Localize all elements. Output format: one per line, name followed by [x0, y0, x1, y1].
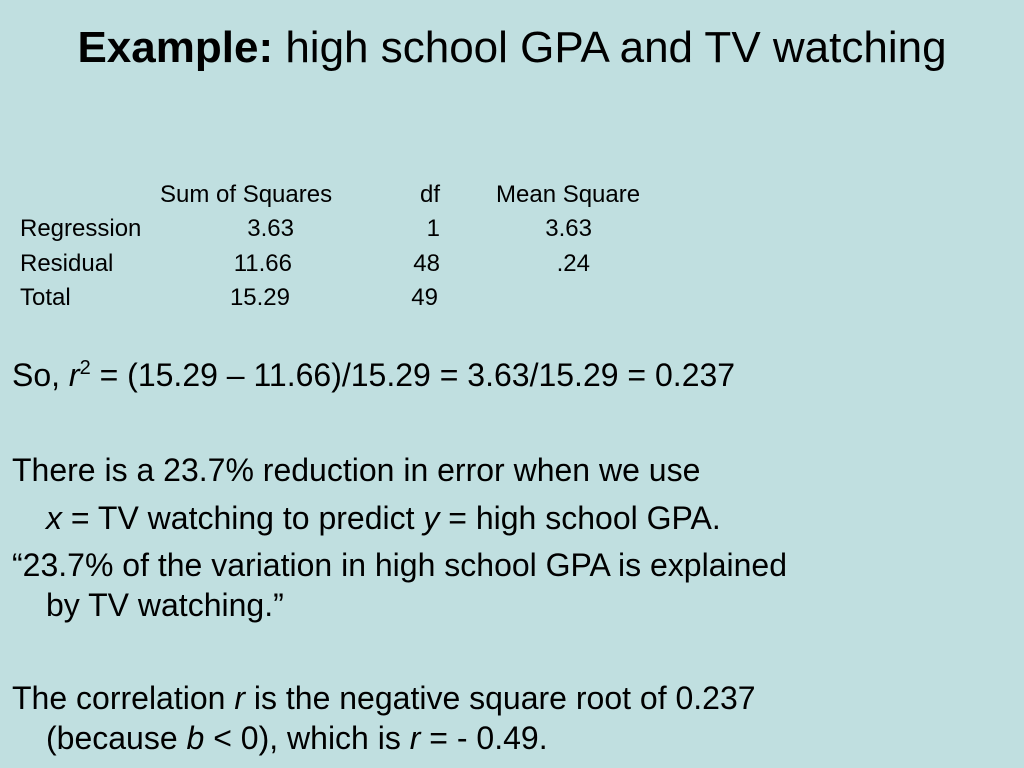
header-sum-of-squares: Sum of Squares [160, 181, 333, 208]
regression-df: 1 [426, 215, 440, 242]
header-mean-square: Mean Square [496, 181, 641, 208]
b-symbol: b [186, 720, 205, 756]
reduction-line-2 [12, 498, 1024, 538]
r-squared-line [12, 355, 1012, 395]
equals-sign: = [62, 500, 98, 536]
regression-ms: 3.63 [545, 215, 592, 242]
total-df: 49 [411, 284, 438, 311]
residual-ms: .24 [556, 250, 590, 277]
r-squared-calculation: (15.29 – 11.66)/15.29 = 3.63/15.29 = 0.237 [127, 357, 736, 393]
correlation-text: The correlation [12, 680, 235, 716]
equals-sign: = [439, 500, 476, 536]
row-label-regression: Regression [20, 215, 142, 242]
r-symbol: r [409, 720, 421, 756]
quote-line-1: “23.7% of the variation in high school GPA is explained [12, 547, 787, 583]
which-is-text: < 0), which is [204, 720, 410, 756]
title-example-label: Example: [77, 23, 274, 72]
x-symbol: x [46, 500, 62, 536]
r-symbol: r [234, 680, 245, 716]
anova-table [0, 0, 1024, 320]
quote-line-2: by TV watching.” [46, 587, 284, 623]
equals-sign: = [90, 357, 128, 393]
gpa-text: high school GPA. [475, 500, 721, 536]
r-value-text: = - 0.49. [420, 720, 548, 756]
row-label-total: Total [20, 284, 71, 311]
predict-text: TV watching to predict [97, 500, 424, 536]
regression-ss: 3.63 [247, 215, 294, 242]
r-exponent: 2 [79, 357, 91, 379]
correlation-line-1 [12, 678, 1012, 718]
because-text: (because [46, 720, 187, 756]
residual-ss: 11.66 [233, 250, 292, 277]
row-label-residual: Residual [20, 250, 114, 277]
reduction-line-1: There is a 23.7% reduction in error when we use [12, 452, 701, 488]
r-symbol: r [68, 357, 80, 393]
y-symbol: y [423, 500, 440, 536]
negative-root-text: is the negative square root of 0.237 [244, 680, 756, 716]
title-text: high school GPA and TV watching [273, 23, 947, 72]
residual-df: 48 [413, 250, 440, 277]
so-text: So, [12, 357, 69, 393]
header-df: df [419, 181, 440, 208]
total-ss: 15.29 [229, 284, 290, 311]
correlation-line-2 [12, 718, 1024, 758]
